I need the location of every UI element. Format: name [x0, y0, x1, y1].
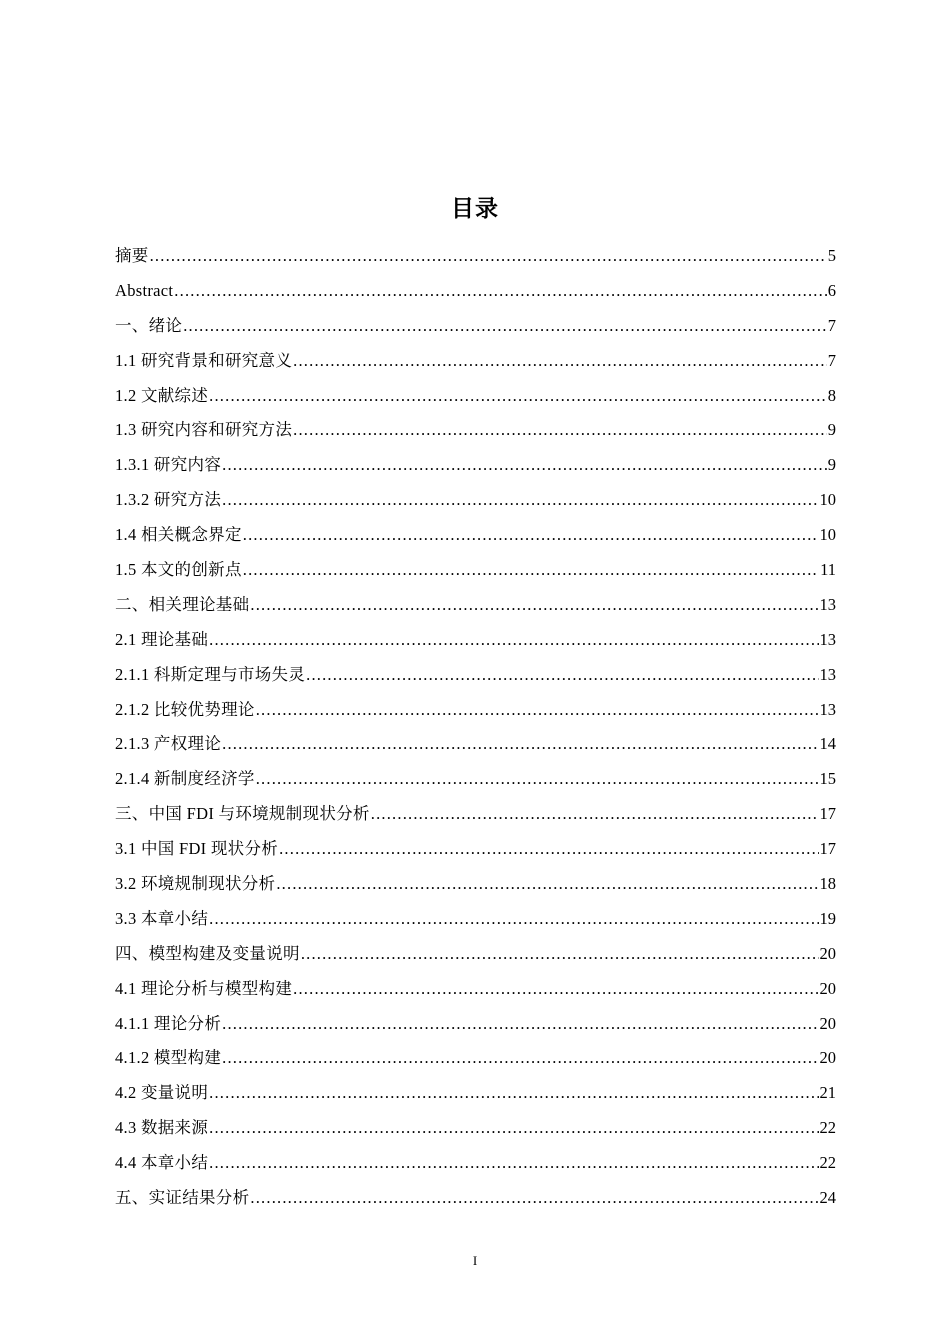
toc-entry-page-number: 20: [819, 943, 836, 963]
toc-entry-label: 1.1 研究背景和研究意义: [115, 350, 293, 370]
toc-entry-page-number: 10: [819, 490, 836, 510]
toc-entry[interactable]: [115, 1041, 836, 1076]
toc-entry-page-number: 24: [819, 1188, 836, 1208]
toc-entry[interactable]: [115, 1076, 836, 1111]
toc-list: [115, 239, 836, 1216]
toc-entry-label: 五、实证结果分析: [115, 1188, 250, 1208]
toc-entry-page-number: 13: [819, 664, 836, 684]
toc-dot-leader: [293, 972, 818, 1007]
toc-entry-page-number: 7: [827, 315, 836, 335]
toc-entry[interactable]: [115, 693, 836, 728]
toc-entry[interactable]: [115, 1181, 836, 1216]
toc-entry[interactable]: [115, 1146, 836, 1181]
toc-entry[interactable]: [115, 553, 836, 588]
toc-entry-label: 2.1.3 产权理论: [115, 734, 222, 754]
toc-dot-leader: [250, 1181, 818, 1216]
toc-entry-label: 4.1.2 模型构建: [115, 1048, 222, 1068]
toc-entry-label: 4.1.1 理论分析: [115, 1013, 222, 1033]
toc-entry-page-number: 13: [819, 594, 836, 614]
toc-dot-leader: [222, 483, 818, 518]
toc-entry[interactable]: [115, 448, 836, 483]
toc-entry-page-number: 13: [819, 629, 836, 649]
toc-dot-leader: [279, 832, 818, 867]
toc-entry[interactable]: [115, 274, 836, 309]
toc-entry-page-number: 9: [827, 455, 836, 475]
toc-entry[interactable]: [115, 518, 836, 553]
toc-dot-leader: [250, 588, 818, 623]
toc-dot-leader: [150, 239, 827, 274]
toc-dot-leader: [301, 937, 819, 972]
toc-dot-leader: [209, 1111, 818, 1146]
toc-entry-label: 2.1.1 科斯定理与市场失灵: [115, 664, 306, 684]
toc-entry[interactable]: [115, 379, 836, 414]
toc-entry-page-number: 6: [827, 280, 836, 300]
toc-dot-leader: [256, 693, 819, 728]
toc-entry[interactable]: [115, 413, 836, 448]
toc-dot-leader: [222, 448, 827, 483]
page-number-footer: I: [472, 1253, 478, 1268]
toc-entry-page-number: 7: [827, 350, 836, 370]
toc-entry[interactable]: [115, 588, 836, 623]
toc-entry-label: 1.4 相关概念界定: [115, 525, 242, 545]
toc-entry[interactable]: [115, 309, 836, 344]
toc-entry[interactable]: [115, 1007, 836, 1042]
toc-entry-label: 4.4 本章小结: [115, 1153, 209, 1173]
toc-dot-leader: [222, 1007, 818, 1042]
toc-dot-leader: [174, 274, 826, 309]
toc-entry-page-number: 13: [819, 699, 836, 719]
toc-entry-page-number: 11: [820, 560, 836, 580]
toc-entry-label: 4.2 变量说明: [115, 1083, 209, 1103]
toc-entry-label: 1.3 研究内容和研究方法: [115, 420, 293, 440]
toc-dot-leader: [222, 727, 818, 762]
toc-dot-leader: [256, 762, 819, 797]
toc-entry-page-number: 20: [819, 978, 836, 998]
toc-entry-page-number: 21: [819, 1083, 836, 1103]
toc-entry-page-number: 18: [819, 874, 836, 894]
toc-entry[interactable]: [115, 344, 836, 379]
toc-entry-page-number: 14: [819, 734, 836, 754]
toc-entry-label: 四、模型构建及变量说明: [115, 943, 300, 963]
toc-entry[interactable]: [115, 762, 836, 797]
toc-entry[interactable]: [115, 832, 836, 867]
toc-dot-leader: [293, 344, 827, 379]
toc-entry-label: 3.1 中国 FDI 现状分析: [115, 839, 279, 859]
toc-dot-leader: [209, 1146, 818, 1181]
toc-entry-page-number: 9: [827, 420, 836, 440]
toc-entry-page-number: 17: [819, 804, 836, 824]
toc-entry-page-number: 5: [827, 246, 836, 265]
toc-dot-leader: [209, 623, 818, 658]
toc-entry-label: 1.5 本文的创新点: [115, 560, 242, 580]
toc-entry-label: 4.1 理论分析与模型构建: [115, 978, 293, 998]
toc-entry[interactable]: [115, 239, 836, 274]
toc-entry-label: 三、中国 FDI 与环境规制现状分析: [115, 804, 370, 824]
toc-entry-page-number: 15: [819, 769, 836, 789]
toc-dot-leader: [209, 1076, 818, 1111]
toc-entry-page-number: 22: [819, 1118, 836, 1138]
toc-entry-page-number: 20: [819, 1048, 836, 1068]
toc-dot-leader: [209, 902, 818, 937]
toc-entry-page-number: 8: [827, 385, 836, 405]
toc-entry-label: 1.3.1 研究内容: [115, 455, 222, 475]
toc-entry-label: 一、绪论: [115, 315, 183, 335]
toc-entry[interactable]: [115, 867, 836, 902]
toc-dot-leader: [243, 518, 819, 553]
toc-entry[interactable]: [115, 658, 836, 693]
toc-dot-leader: [293, 413, 827, 448]
toc-dot-leader: [306, 658, 818, 693]
toc-entry-page-number: 10: [819, 525, 836, 545]
toc-dot-leader: [183, 309, 827, 344]
toc-entry-page-number: 19: [819, 908, 836, 928]
toc-entry-page-number: 17: [819, 839, 836, 859]
toc-entry-label: 4.3 数据来源: [115, 1118, 209, 1138]
toc-entry[interactable]: [115, 483, 836, 518]
toc-entry-page-number: 20: [819, 1013, 836, 1033]
toc-entry[interactable]: [115, 797, 836, 832]
toc-entry-label: 2.1.2 比较优势理论: [115, 699, 255, 719]
toc-entry-label: 1.2 文献综述: [115, 385, 209, 405]
toc-entry[interactable]: [115, 1111, 836, 1146]
toc-entry-label: 1.3.2 研究方法: [115, 490, 222, 510]
toc-entry-label: 摘要: [115, 246, 149, 265]
toc-entry-page-number: 22: [819, 1153, 836, 1173]
toc-dot-leader: [276, 867, 818, 902]
toc-entry-label: 3.2 环境规制现状分析: [115, 874, 276, 894]
toc-entry[interactable]: [115, 937, 836, 972]
toc-entry-label: 3.3 本章小结: [115, 908, 209, 928]
toc-entry-label: Abstract: [115, 280, 174, 300]
toc-entry-label: 2.1 理论基础: [115, 629, 209, 649]
toc-entry[interactable]: [115, 727, 836, 762]
toc-entry[interactable]: [115, 972, 836, 1007]
toc-entry[interactable]: [115, 623, 836, 658]
toc-dot-leader: [371, 797, 819, 832]
toc-entry-label: 二、相关理论基础: [115, 594, 250, 614]
toc-dot-leader: [209, 379, 827, 414]
toc-dot-leader: [222, 1041, 818, 1076]
toc-title: 目录: [451, 196, 499, 222]
toc-entry-label: 2.1.4 新制度经济学: [115, 769, 255, 789]
toc-entry[interactable]: [115, 902, 836, 937]
toc-dot-leader: [243, 553, 819, 588]
